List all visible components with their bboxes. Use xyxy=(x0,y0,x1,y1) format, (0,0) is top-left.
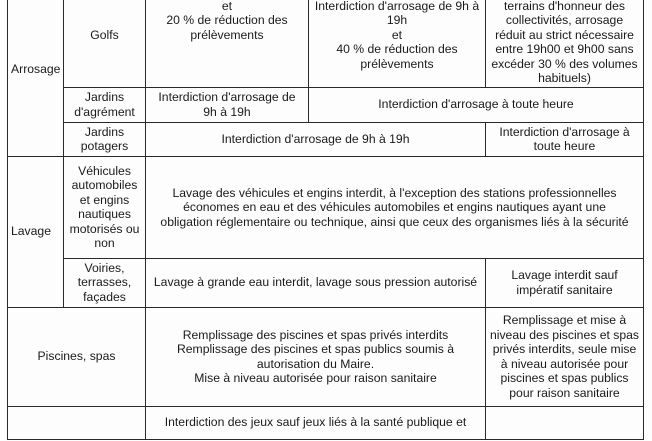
text-line: Véhicules xyxy=(78,163,131,178)
voiries-level-1-2-cell xyxy=(146,258,486,307)
text-line: Interdiction des jeux sauf jeux liés à la santé publique et xyxy=(164,415,467,430)
text-line: Jardins xyxy=(84,124,125,139)
text-line: automobiles xyxy=(71,178,138,192)
text-line: Jardins xyxy=(84,90,125,104)
text-line: Lavage interdit sauf xyxy=(511,268,618,282)
text-line: Lavage à grande eau interdit, lavage sous pression autorisé xyxy=(153,275,478,290)
table-row-jardins-potagers xyxy=(8,122,644,156)
subcategory-cell-golfs xyxy=(64,0,146,87)
golfs-level-1-cell xyxy=(146,0,309,87)
text-line: habituels) xyxy=(538,71,591,85)
category-cell-arrosage xyxy=(8,0,64,156)
subcategory-cell-jardins-potagers xyxy=(64,122,146,156)
text-line: Lavage des véhicules et engins interdit, à l'exception des stations professionnelles xyxy=(172,185,617,200)
category-label-arrosage: Arrosage xyxy=(11,62,61,76)
text-line: toute heure xyxy=(533,139,596,153)
text-line: 20 % de réduction des xyxy=(166,13,288,27)
text-line: Interdiction d'arrosage de 9h à xyxy=(314,0,480,13)
text-line: 19h xyxy=(386,13,408,27)
piscines-level-1-2-cell xyxy=(146,307,486,406)
text-line: à niveau autorisée pour xyxy=(500,356,629,371)
text-line: motorisés ou xyxy=(69,221,140,236)
subcategory-cell-vehicules xyxy=(64,156,146,258)
subcategory-cell-jardins-agrement xyxy=(64,87,146,122)
text-line: Interdiction d'arrosage à xyxy=(499,124,630,139)
text-line: 9h à 19h xyxy=(203,104,251,119)
jardins-agrement-level-1-cell xyxy=(146,87,309,122)
jardins-potagers-level-1-2-cell xyxy=(146,122,486,156)
table-row-jeux xyxy=(8,406,644,439)
text-line: Mise à niveau autorisée pour raison sanitaire xyxy=(194,371,437,385)
jeux-level-1-2-cell xyxy=(146,406,486,439)
category-cell-jeux xyxy=(8,406,146,439)
table-row-piscines xyxy=(8,307,644,406)
table-row-vehicules xyxy=(8,156,644,258)
text-line: 40 % de réduction des xyxy=(336,42,458,56)
text-line: Voiries, xyxy=(84,260,125,275)
text-line: prélèvements xyxy=(190,27,264,42)
text-line: nautiques xyxy=(78,207,131,221)
category-label-piscines: Piscines, spas xyxy=(37,349,116,364)
text-line: potagers xyxy=(80,139,129,153)
jardins-agrement-level-2-3-cell xyxy=(309,87,644,122)
table-row-voiries xyxy=(8,258,644,307)
jeux-level-3-cell xyxy=(486,406,644,439)
category-label-lavage: Lavage xyxy=(11,224,51,239)
water-restrictions-table xyxy=(7,0,644,440)
text-line: Remplissage des piscines et spas privés interdits xyxy=(182,327,449,342)
text-line: terrains d'honneur des xyxy=(504,0,625,13)
text-line: et xyxy=(221,0,233,13)
category-cell-lavage xyxy=(8,156,64,307)
text-line: obligation réglementaire ou technique, ainsi que ceux des organismes liés à la sécurité xyxy=(160,214,629,229)
text-line: Interdiction d'arrosage à toute heure xyxy=(378,97,574,112)
text-line: pour raison sanitaire xyxy=(509,385,620,400)
text-line: impératif sanitaire xyxy=(516,282,613,297)
category-cell-piscines xyxy=(8,307,146,406)
text-line: terrasses, xyxy=(77,275,132,290)
golfs-level-2-cell xyxy=(309,0,486,87)
text-line: collectivités, arrosage xyxy=(505,13,624,27)
text-line: économes en eau et des véhicules automobiles et engins nautiques ayant une xyxy=(183,200,606,215)
text-line: non xyxy=(94,236,115,250)
text-line: Remplissage et mise à xyxy=(502,313,627,327)
text-line: Interdiction d'arrosage de xyxy=(158,90,296,104)
text-line: Remplissage des piscines et spas publics soumis à xyxy=(176,342,455,356)
text-line: piscines et spas publics xyxy=(500,371,629,385)
text-line: prélèvements xyxy=(360,56,434,71)
jardins-potagers-level-3-cell xyxy=(486,122,644,156)
text-line: niveau des piscines et spas xyxy=(489,327,640,342)
vehicules-all-levels-cell xyxy=(146,156,644,258)
subcategory-label-golfs: Golfs xyxy=(90,27,119,42)
text-line: d'agrément xyxy=(74,104,135,119)
text-line: autorisation du Maire. xyxy=(256,356,375,371)
voiries-level-3-cell xyxy=(486,258,644,307)
text-line: réduit au strict nécessaire xyxy=(495,27,634,42)
text-line: excéder 30 % des volumes xyxy=(491,56,638,71)
text-line: privés interdits, seule mise xyxy=(492,342,637,356)
text-line: façades xyxy=(83,289,126,304)
subcategory-cell-voiries xyxy=(64,258,146,307)
piscines-level-3-cell xyxy=(486,307,644,406)
text-line: Interdiction d'arrosage de 9h à 19h xyxy=(221,131,410,146)
table-row-golfs xyxy=(8,0,644,87)
text-line: et engins xyxy=(79,192,130,207)
text-line: entre 19h00 et 9h00 sans xyxy=(495,42,634,56)
golfs-level-3-cell xyxy=(486,0,644,87)
table-row-jardins-agrement xyxy=(8,87,644,122)
text-line: et xyxy=(391,27,403,42)
